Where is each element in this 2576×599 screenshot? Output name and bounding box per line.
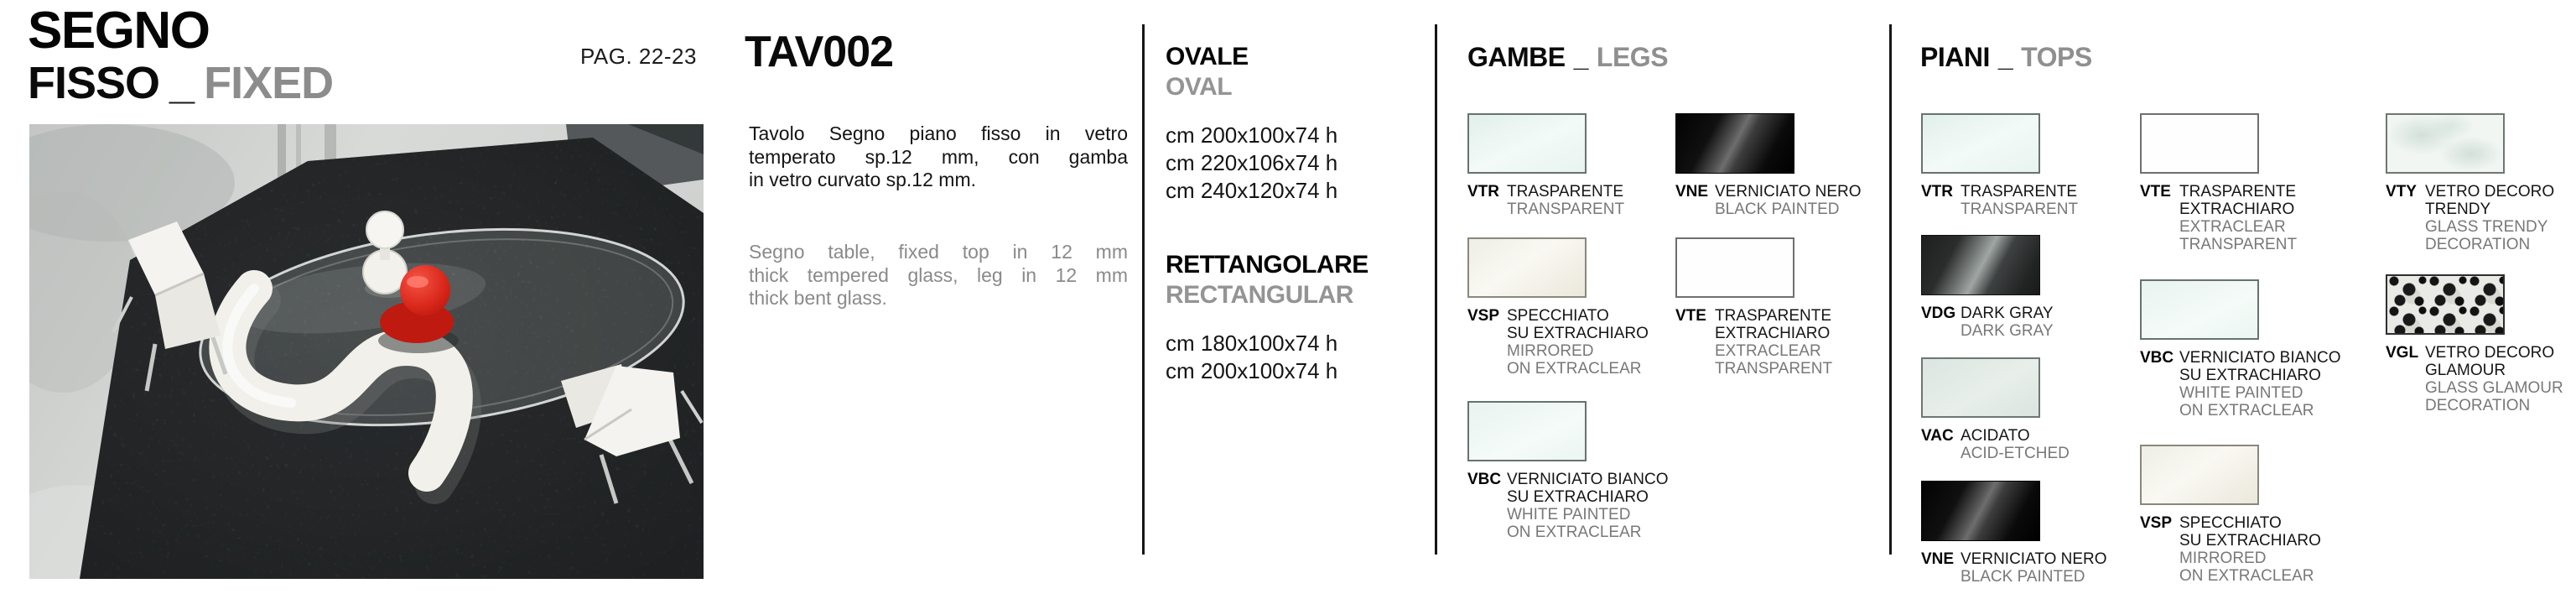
finish-code: VSP [2140,514,2173,532]
legs-title-it: GAMBE [1467,42,1566,72]
size-line: cm 180x100x74 h [1166,331,1338,356]
finish-name-line: GLAMOUR [2425,362,2506,379]
size-line: cm 240x120x74 h [1166,178,1338,203]
description-line: in vetro curvato sp.12 mm. [749,169,976,190]
finish-code: VTE [1675,307,1706,325]
tops-title-en: TOPS [2021,42,2092,72]
size-line: cm 200x100x74 h [1166,122,1338,148]
finish-name-line: TRANSPARENT [1961,201,2079,218]
swatch-white-painted [2140,279,2259,340]
product-photo-graphic [29,124,704,579]
size-line: cm 220x106x74 h [1166,150,1338,175]
leg-finish-vne [1675,113,1877,218]
swatch-white-painted [1467,401,1587,461]
finish-name-line: VERNICIATO NERO [1961,550,2107,568]
finish-name-line: VETRO DECORO [2425,183,2555,201]
oval-dimensions [1166,42,1417,205]
finish-name-line: ACIDATO [1961,427,2030,445]
page-reference: PAG. 22-23 [580,44,697,69]
finish-code: VTE [2140,183,2171,201]
description-italian [749,122,1128,192]
legs-title-en: LEGS [1596,42,1669,72]
finish-name-line: ON EXTRACLEAR [2179,402,2314,419]
title-separator: _ [169,58,195,108]
swatch-glamour-decoration [2386,274,2505,335]
finish-code: VSP [1467,307,1500,325]
top-finish-vgl [2386,274,2576,414]
finish-name-line: TRASPARENTE [1715,307,1832,325]
divider-2 [1435,24,1437,555]
finish-name-line: VERNICIATO NERO [1715,183,1862,201]
finish-name-line: TRANSPARENT [2179,236,2298,253]
finish-code: VTY [2386,183,2417,201]
finish-code: VNE [1921,550,1955,568]
swatch-transparent-glass [1921,113,2040,174]
variant-it: FISSO [28,58,160,108]
finish-name-line: EXTRACLEAR [1715,342,1821,360]
description-line: Tavolo Segno piano fisso in vetro [749,122,1128,144]
leg-finish-vbc [1467,401,1669,541]
variant-title [28,59,333,107]
finish-name-line: ACID-ETCHED [1961,445,2070,462]
finish-name-line: TRENDY [2425,201,2491,218]
finish-name-line: SPECCHIATO [1507,307,1609,325]
finish-name-line: TRASPARENTE [1507,183,1624,201]
page-title: SEGNO [28,2,210,60]
finish-name-line: VERNICIATO BIANCO [1507,471,1669,488]
finish-name-line: SU EXTRACHIARO [2179,532,2321,550]
finish-code: VTR [1921,183,1953,201]
top-finish-vne [1921,481,2122,586]
description-english [749,241,1128,310]
swatch-mirrored [1467,237,1587,298]
finish-name-line: SPECCHIATO [2179,514,2282,532]
finish-name-line: DARK GRAY [1961,322,2054,340]
variant-en: FIXED [204,58,334,108]
description-line: temperato sp.12 mm, con gamba [749,145,1128,168]
finish-code: VNE [1675,183,1709,201]
leg-finish-vtr [1467,113,1669,218]
swatch-extraclear [2140,113,2259,174]
top-finish-vte [2140,113,2341,253]
finish-name-line: GLASS TRENDY [2425,218,2548,236]
finish-name-line: SU EXTRACHIARO [1507,488,1649,506]
finish-name-line: EXTRACLEAR [2179,218,2286,236]
finish-name-line: VETRO DECORO [2425,344,2555,362]
brand-block [28,2,334,108]
tops-title-it: PIANI [1920,42,1990,72]
swatch-dark-gray [1921,235,2040,295]
shape-title-en: OVAL [1166,73,1233,101]
header-separator: _ [1997,42,2013,72]
finish-name-line: TRASPARENTE [1961,183,2078,201]
finish-name-line: MIRRORED [2179,550,2267,567]
description-line: thick tempered glass, leg in 12 mm [749,263,1128,286]
top-finish-vac [1921,357,2122,462]
finish-name-line: EXTRACHIARO [1715,325,1831,342]
description-line: Segno table, fixed top in 12 mm [749,241,1128,263]
description-line: thick bent glass. [749,287,887,309]
finish-name-line: VERNICIATO BIANCO [2179,349,2341,367]
swatch-black-painted [1921,481,2040,541]
swatch-trendy-decoration [2386,113,2505,174]
rectangular-dimensions [1166,250,1417,385]
finish-name-line: TRASPARENTE [2179,183,2297,201]
top-finish-vty [2386,113,2576,253]
finish-name-line: TRANSPARENT [1715,360,1833,378]
shape-title-it: OVALE [1166,43,1249,70]
swatch-black-painted [1675,113,1794,174]
finish-code: VDG [1921,305,1956,322]
leg-finish-vte [1675,237,1877,378]
divider-1 [1142,24,1145,555]
finish-name-line: ON EXTRACLEAR [1507,523,1642,541]
top-finish-vtr [1921,113,2122,218]
finish-name-line: SU EXTRACHIARO [2179,367,2321,384]
leg-finish-vsp [1467,237,1669,378]
finish-name-line: GLASS GLAMOUR [2425,379,2563,397]
finish-name-line: ON EXTRACLEAR [1507,360,1642,378]
legs-section-header [1467,42,1668,73]
finish-name-line: WHITE PAINTED [2179,384,2303,402]
finish-code: VBC [2140,349,2174,367]
header-separator: _ [1573,42,1588,72]
divider-3 [1889,24,1892,555]
product-photo [29,124,704,579]
swatch-acid-etched [1921,357,2040,418]
top-finish-vdg [1921,235,2122,340]
finish-code: VTR [1467,183,1499,201]
model-code: TAV002 [745,28,894,76]
tops-section-header [1920,42,2092,73]
finish-name-line: EXTRACHIARO [2179,201,2295,218]
size-line: cm 200x100x74 h [1166,358,1338,383]
shape-title-it: RETTANGOLARE [1166,251,1368,279]
finish-name-line: TRANSPARENT [1507,201,1625,218]
finish-code: VBC [1467,471,1502,488]
shape-title-en: RECTANGULAR [1166,281,1353,309]
finish-code: VAC [1921,427,1954,445]
finish-name-line: BLACK PAINTED [1715,201,1840,218]
finish-name-line: SU EXTRACHIARO [1507,325,1649,342]
swatch-extraclear [1675,237,1794,298]
top-finish-vbc [2140,279,2341,419]
finish-name-line: ON EXTRACLEAR [2179,567,2314,585]
finish-name-line: WHITE PAINTED [1507,506,1631,523]
finish-name-line: DECORATION [2425,236,2531,253]
finish-code: VGL [2386,344,2419,362]
finish-name-line: BLACK PAINTED [1961,568,2085,586]
swatch-mirrored [2140,445,2259,505]
swatch-transparent-glass [1467,113,1587,174]
top-finish-vsp [2140,445,2341,585]
finish-name-line: MIRRORED [1507,342,1594,360]
finish-name-line: DECORATION [2425,397,2531,414]
finish-name-line: DARK GRAY [1961,305,2054,322]
